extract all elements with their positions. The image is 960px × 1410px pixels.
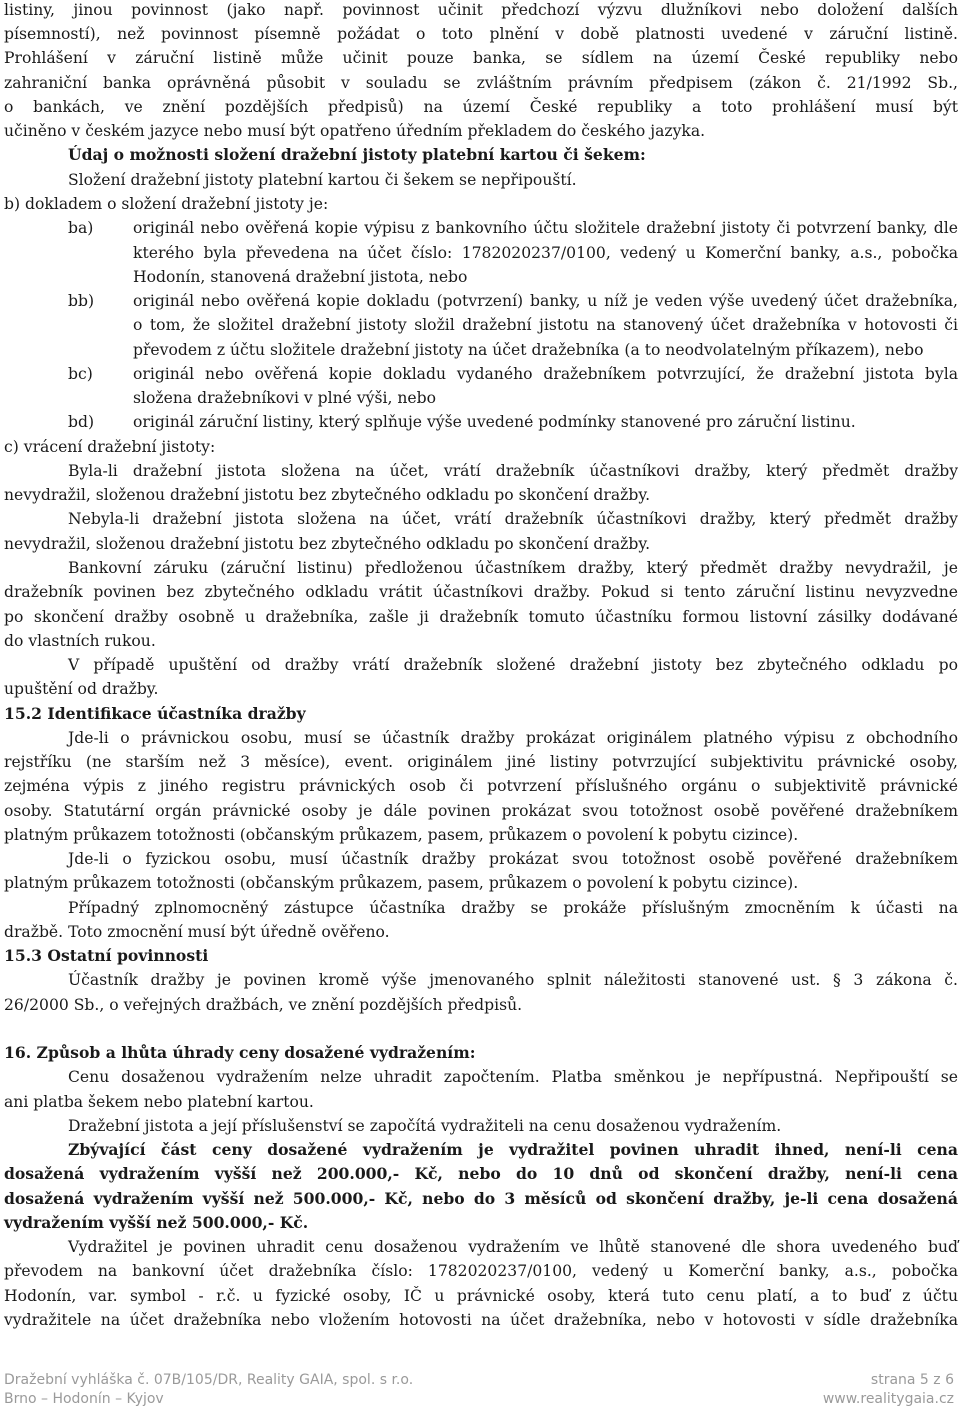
text-line-l19: c) vrácení dražební jistoty: <box>4 438 216 456</box>
text-line-l34: osoby. Statutární orgán právnické osoby je dále povinen prokázat svou totožnost osobě pověřené dražebníkem <box>4 802 958 820</box>
footer-locations: Brno – Hodonín – Kyjov <box>4 1391 164 1407</box>
text-line-l43: 16. Způsob a lhůta úhrady ceny dosažené vydražením: <box>4 1043 476 1062</box>
text-line-l24: Bankovní záruku (záruční listinu) předloženou účastníkem dražby, který předmět dražby nevydražil, je <box>68 559 958 577</box>
text-line-l04: zahraniční banka oprávněná působit v souladu se zvláštním právním předpisem (zákon č. 21/1992 Sb., <box>4 74 958 92</box>
text-line-l27: do vlastních rukou. <box>4 632 156 650</box>
text-line-l31: Jde-li o právnickou osobu, musí se účastník dražby prokázat originálem platného výpisu z obchodního <box>68 729 958 747</box>
text-line-l53: Hodonín, var. symbol - r.č. u fyzické osoby, IČ u právnické osoby, která tuto cenu platí, a to buď z účtu <box>4 1287 958 1305</box>
text-line-l37: platným průkazem totožnosti (občanským průkazem, pasem, průkazem o povolení k pobytu cizince). <box>4 874 799 892</box>
text-line-l13: originál nebo ověřená kopie dokladu (potvrzení) banky, u níž je veden výše uvedený účet dražebníka, <box>133 292 958 310</box>
text-line-l17: složena dražebníkovi v plné výši, nebo <box>133 389 437 407</box>
text-line-l52: převodem na bankovní účet dražebníka číslo: 1782020237/0100, vedený u Komerční banky, a.s., pobočka <box>4 1262 958 1280</box>
text-line-l09: b) dokladem o složení dražební jistoty je: <box>4 195 329 213</box>
text-line-l23: nevydražil, složenou dražební jistotu bez zbytečného odkladu po skončení dražby. <box>4 535 651 553</box>
text-line-l29: upuštění od dražby. <box>4 680 159 698</box>
text-line-l48: dosažená vydražením vyšší než 200.000,- Kč, nebo do 10 dnů od skončení dražby, není-li cena <box>4 1164 958 1183</box>
text-line-l32: rejstříku (ne starším než 3 měsíce), event. originálem jiné listiny potvrzující subjektivitu právnické osoby, <box>4 753 958 771</box>
text-line-l28: V případě upuštění od dražby vrátí dražebník složené dražební jistoty bez zbytečného odkladu po <box>68 656 958 674</box>
list-marker-p_bc: bc) <box>68 365 93 383</box>
text-line-l18: originál záruční listiny, který splňuje výše uvedené podmínky stanovené pro záruční listinu. <box>133 413 856 431</box>
footer-website[interactable]: www.realitygaia.cz <box>822 1391 954 1407</box>
text-line-l54: vydražitele na účet dražebníka nebo vložením hotovosti na účet dražebníka, nebo v hotovosti v sídle dražebníka <box>4 1311 958 1329</box>
text-line-l35: platným průkazem totožnosti (občanským průkazem, pasem, průkazem o povolení k pobytu cizince). <box>4 826 799 844</box>
text-line-l03: Prohlášení v záruční listině může učinit pouze banka, se sídlem na území České republiky nebo <box>4 49 958 67</box>
text-line-l15: převodem z účtu složitele dražební jistoty na účet dražebníka (a to neodvolatelným příkazem), nebo <box>133 341 924 359</box>
text-line-l06: učiněno v českém jazyce nebo musí být opatřeno úředním překladem do českého jazyka. <box>4 122 706 140</box>
text-line-l41: Účastník dražby je povinen kromě výše jmenovaného splnit náležitosti stanovené ust. § 3 zákona č. <box>68 971 958 989</box>
footer-page-number: strana 5 z 6 <box>870 1372 954 1388</box>
text-line-l38: Případný zplnomocněný zástupce účastníka dražby se prokáže příslušným zmocněním k účasti na <box>68 899 958 917</box>
text-line-l10: originál nebo ověřená kopie výpisu z bankovního účtu složitele dražební jistoty či potvrzení banky, dle <box>133 219 958 237</box>
list-marker-p_bb: bb) <box>68 292 95 310</box>
text-line-l49: dosažená vydražením vyšší než 500.000,- Kč, nebo do 3 měsíců od skončení dražby, je-li cena dosažená <box>4 1189 958 1208</box>
text-line-l14: o tom, že složitel dražební jistoty složil dražební jistotu na stanovený účet dražebníka v hotovosti či <box>133 316 958 334</box>
text-line-l01: listiny, jinou povinnost (jako např. povinnost učinit předchozí výzvu dlužníkovi nebo doložení dalších <box>4 1 958 19</box>
text-line-l11: kterého byla převedena na účet číslo: 1782020237/0100, vedený u Komerční banky, a.s., pobočka <box>133 244 958 262</box>
text-line-l44: Cenu dosaženou vydražením nelze uhradit započtením. Platba směnkou je nepřípustná. Nepřipouští se <box>68 1068 958 1086</box>
text-line-l25: dražebník povinen bez zbytečného odkladu vrátit účastníkovi dražby. Pokud si tento záruční listinu nevyzvedne <box>4 583 958 601</box>
text-line-l33: zejména výpis z jiného registru právnických osob či potvrzení příslušného orgánu o subjektivitě právnické <box>4 777 958 795</box>
text-line-l08: Složení dražební jistoty platební kartou či šekem se nepřipouští. <box>68 171 577 189</box>
text-line-l26: po skončení dražby osobně u dražebníka, zašle ji dražebník tomuto účastníku formou listovní zásilky dodávané <box>4 608 958 626</box>
text-line-l40: 15.3 Ostatní povinnosti <box>4 946 209 965</box>
text-line-l20: Byla-li dražební jistota složena na účet, vrátí dražebník účastníkovi dražby, který předmět dražby <box>68 462 958 480</box>
text-line-l22: Nebyla-li dražební jistota složena na účet, vrátí dražebník účastníkovi dražby, který předmět dražby <box>68 510 958 528</box>
text-line-l39: dražbě. Toto zmocnění musí být úředně ověřeno. <box>4 923 390 941</box>
text-line-l50: vydražením vyšší než 500.000,- Kč. <box>4 1213 309 1232</box>
text-line-l51: Vydražitel je povinen uhradit cenu dosaženou vydražením ve lhůtě stanovené dle shora uvedeného buď <box>68 1238 958 1256</box>
text-line-l02: písemností), než povinnost písemně požádat o toto plnění v době platnosti uvedené v záruční listině. <box>4 25 958 43</box>
text-line-l47: Zbývající část ceny dosažené vydražením je vydražitel povinen uhradit ihned, není-li cena <box>68 1140 958 1159</box>
list-marker-p_ba: ba) <box>68 219 94 237</box>
footer-document-id: Dražební vyhláška č. 07B/105/DR, Reality GAIA, spol. s r.o. <box>4 1372 414 1388</box>
text-line-l46: Dražební jistota a její příslušenství se započítá vydražiteli na cenu dosaženou vydražením. <box>68 1117 782 1135</box>
text-line-l21: nevydražil, složenou dražební jistotu bez zbytečného odkladu po skončení dražby. <box>4 486 651 504</box>
list-marker-p_bd: bd) <box>68 413 95 431</box>
text-line-l16: originál nebo ověřená kopie dokladu vydaného dražebníkem potvrzující, že dražební jistota byla <box>133 365 958 383</box>
text-line-l30: 15.2 Identifikace účastníka dražby <box>4 704 306 723</box>
text-line-l45: ani platba šekem nebo platební kartou. <box>4 1093 314 1111</box>
text-line-l42: 26/2000 Sb., o veřejných dražbách, ve znění pozdějších předpisů. <box>4 996 523 1014</box>
text-line-l05: o bankách, ve znění pozdějších předpisů) na území České republiky a toto prohlášení musí být <box>4 98 958 116</box>
text-line-l07: Údaj o možnosti složení dražební jistoty platební kartou či šekem: <box>68 145 646 164</box>
text-line-l12: Hodonín, stanovená dražební jistota, nebo <box>133 268 468 286</box>
text-line-l36: Jde-li o fyzickou osobu, musí účastník dražby prokázat svou totožnost osobě pověřené dražebníkem <box>68 850 958 868</box>
